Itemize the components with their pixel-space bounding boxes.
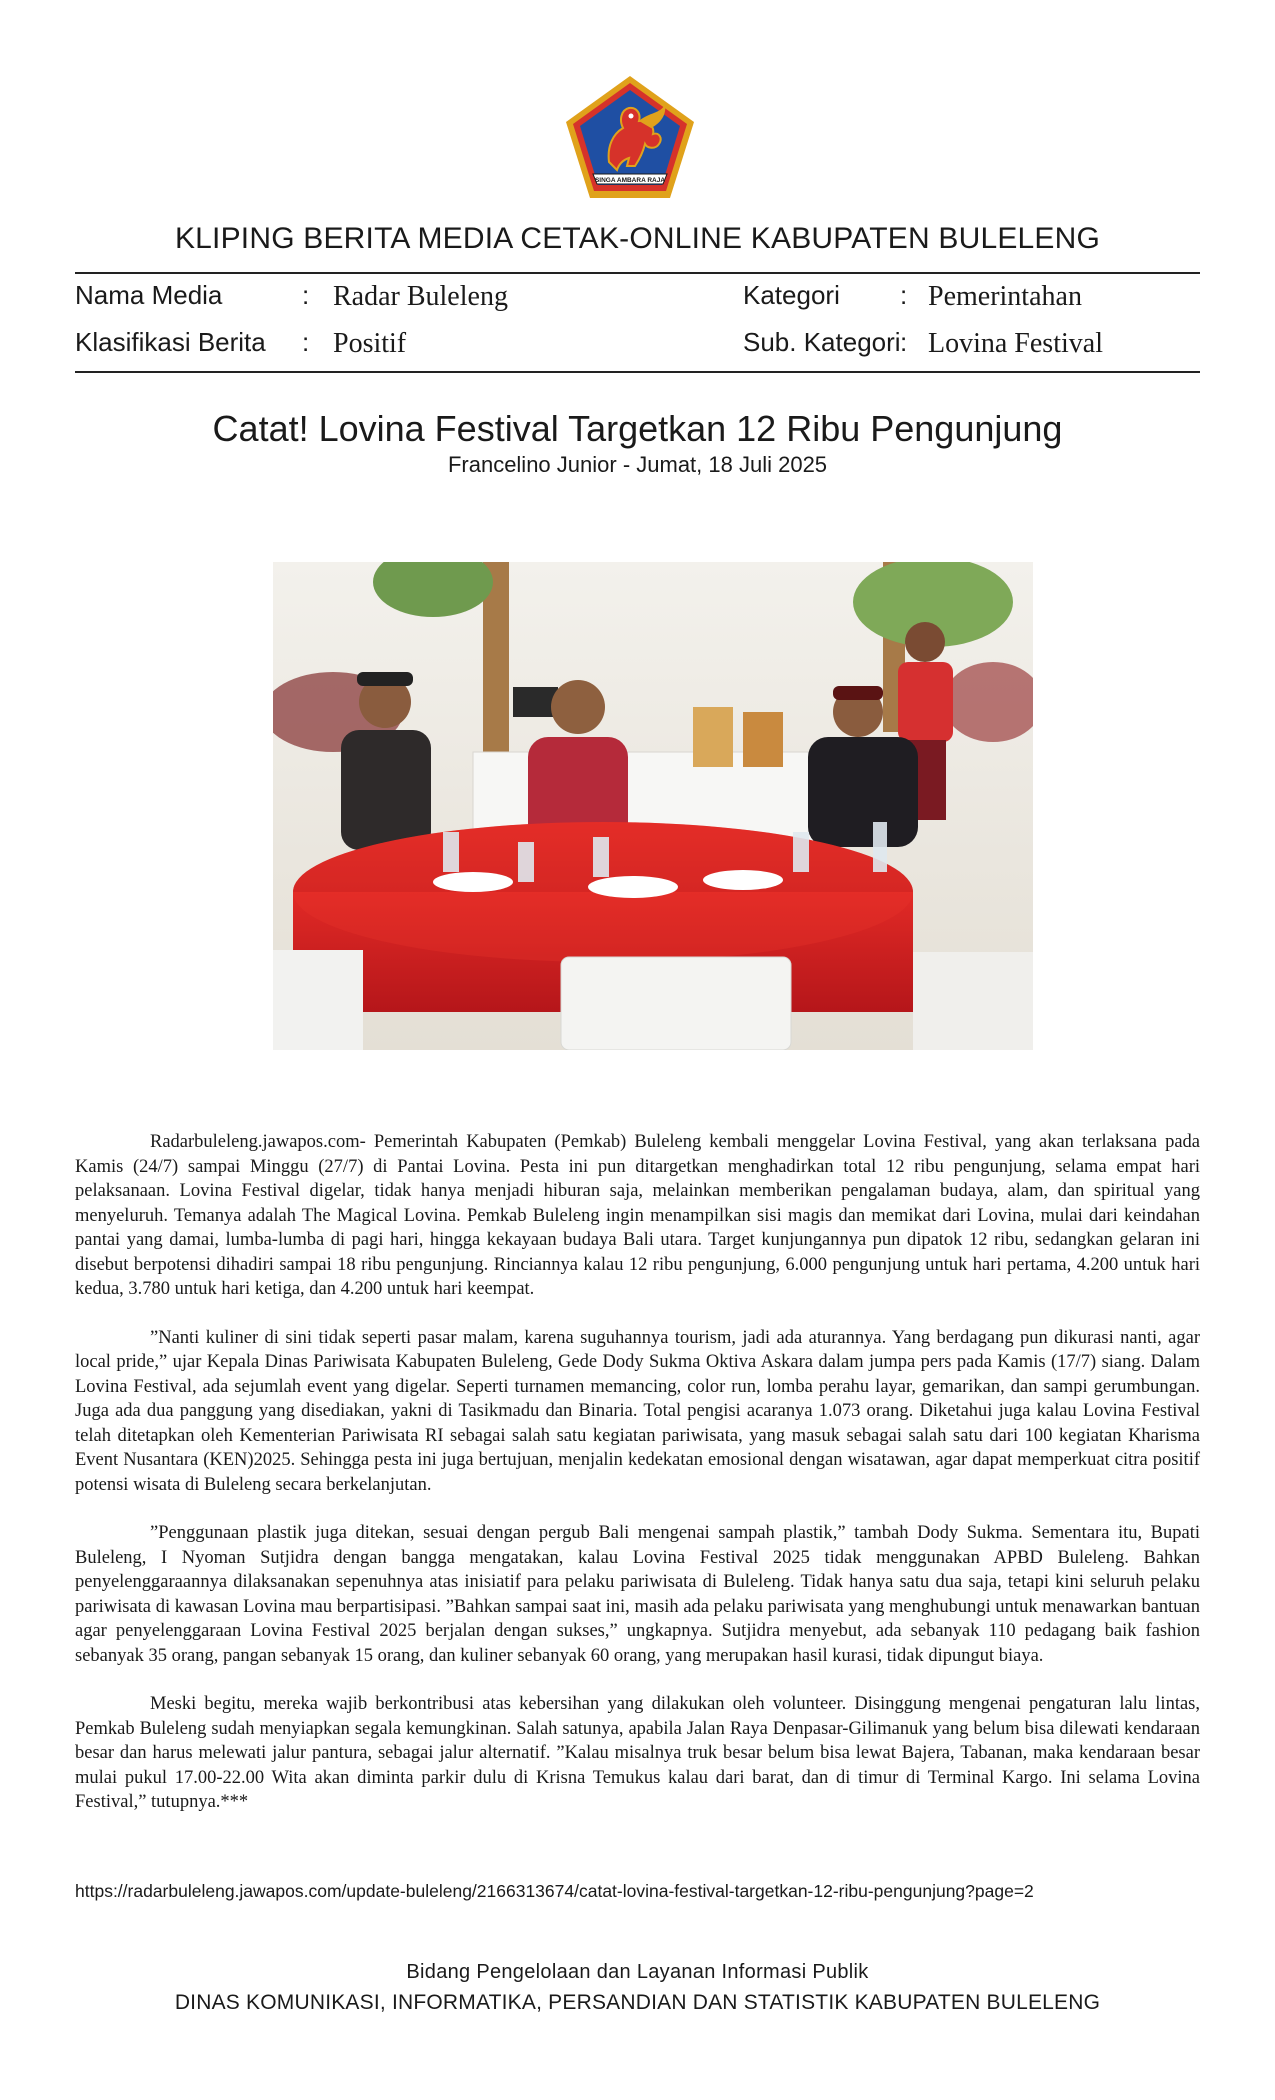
news-classification-colon: : (302, 327, 310, 357)
media-name-value: Radar Buleleng (333, 281, 508, 312)
article-byline: Francelino Junior - Jumat, 18 Juli 2025 (447, 452, 828, 477)
sub-category-value: Lovina Festival (928, 328, 1103, 359)
category-value: Pemerintahan (928, 281, 1082, 312)
news-classification-value: Positif (333, 328, 407, 359)
header-rule-top (75, 272, 1200, 274)
footer-agency: DINAS KOMUNIKASI, INFORMATIKA, PERSANDIAN DAN STATISTIK KABUPATEN BULELENG (174, 1991, 1101, 2014)
article-paragraph: ”Nanti kuliner di sini tidak seperti pasar malam, karena suguhannya tourism, jadi ada aturannya. Yang berdagang pun dikurasi nanti, agar local pride,” ujar Kepala Dinas Pariwisata Kabupaten Buleleng, Gede Dody Sukma Oktiva Askara dalam jumpa pers pada Kamis (17/7) siang. Dalam Lovina Festival, ada sejumlah event yang digelar. Seperti turnamen memancing, color run, lomba perahu layar, gemarikan, dan sampi gerumbungan. Juga ada dua panggung yang disediakan, yakni di Tasikmadu dan Binaria. Total pengisi acaranya 1.073 orang. Diketahui juga kalau Lovina Festival telah ditetapkan oleh Kementerian Pariwisata RI sebagai salah satu kegiatan pariwisata, yang masuk sebagai salah satu dari 100 kegiatan Kharisma Event Nusantara (KEN)2025. Sehingga pesta ini juga bertujuan, menjalin kedekatan emosional dengan wisatawan, agar dapat memperkuat citra positif potensi wisata di Buleleng secara berkelanjutan. (75, 1327, 1200, 1495)
article-photo (273, 562, 1033, 1050)
header-rule-bottom (75, 371, 1200, 373)
clipping-header-title: KLIPING BERITA MEDIA CETAK-ONLINE KABUPATEN BULELENG (174, 222, 1101, 255)
media-name-label: Nama Media (75, 280, 223, 310)
category-label: Kategori (743, 280, 840, 310)
article-title: Catat! Lovina Festival Targetkan 12 Ribu Pengunjung (212, 408, 1063, 449)
article-paragraph: Meski begitu, mereka wajib berkontribusi atas kebersihan yang dilakukan oleh volunteer. Disinggung mengenai pengaturan lalu lintas, Pemkab Buleleng sudah menyiapkan segala kemungkinan. Salah satunya, apabila Jalan Raya Denpasar-Gilimanuk yang belum bisa dilewati kendaraan besar dan harus melewati jalur pantura, sebagai jalur alternatif. ”Kalau misalnya truk besar belum bisa lewat Bajera, Tabanan, maka kendaraan besar mulai pukul 17.00-22.00 Wita akan diminta parkir dulu di Krisna Temukus kalau dari barat, dan di timur di Terminal Kargo. Ini selama Lovina Festival,” tutupnya.*** (75, 1694, 1200, 1812)
article-paragraph: Radarbuleleng.jawapos.com- Pemerintah Kabupaten (Pemkab) Buleleng kembali menggelar Lovina Festival, yang akan terlaksana pada Kamis (24/7) sampai Minggu (27/7) di Pantai Lovina. Pesta ini pun ditargetkan menghadirkan total 12 ribu pengunjung, selama empat hari pelaksanaan. Lovina Festival digelar, tidak hanya menjadi hiburan saja, melainkan memberikan pengalaman budaya, alam, dan spiritual yang menyeluruh. Temanya adalah The Magical Lovina. Pemkab Buleleng ingin menampilkan sisi magis dan memikat dari Lovina, mulai dari keindahan pantai yang damai, lumba-lumba di pagi hari, hingga kekayaan budaya Bali utara. Target kunjungannya pun dipatok 12 ribu, sedangkan gelaran ini disebut berpotensi dihadiri sampai 18 ribu pengunjung. Rinciannya kalau 12 ribu pengunjung, 6.000 pengunjung untuk hari pertama, 4.200 untuk hari kedua, 3.780 untuk hari ketiga, dan 4.200 untuk hari keempat. (75, 1132, 1200, 1299)
news-classification-label: Klasifikasi Berita (75, 327, 266, 357)
source-link[interactable]: https://radarbuleleng.jawapos.com/update-buleleng/2166313674/catat-lovina-festival-targetkan-12-ribu-pengunjung?page=2 (75, 1881, 1034, 1901)
media-name-colon: : (302, 280, 310, 310)
sub-category-colon: : (900, 327, 908, 357)
buleleng-crest-logo (563, 74, 697, 202)
crest-motto: SINGA AMBARA RAJA (594, 177, 666, 184)
sub-category-label: Sub. Kategori (743, 327, 901, 357)
article-body (75, 1130, 1200, 1839)
footer-division: Bidang Pengelolaan dan Layanan Informasi Publik (406, 1961, 869, 1983)
press-conference-photo (273, 562, 1033, 1050)
crest-emblem-icon (563, 74, 697, 202)
category-colon: : (900, 280, 908, 310)
article-paragraph: ”Penggunaan plastik juga ditekan, sesuai dengan pergub Bali mengenai sampah plastik,” tambah Dody Sukma. Sementara itu, Bupati Buleleng, I Nyoman Sutjidra dengan bangga mengatakan, kalau Lovina Festival 2025 tidak menggunakan APBD Buleleng. Bahkan penyelenggaraannya dilaksanakan sepenuhnya atas inisiatif para pelaku pariwisata di Buleleng. Tidak hanya satu dua saja, tetapi kini seluruh pelaku pariwisata di kawasan Lovina mau berpartisipasi. ”Bahkan sampai saat ini, masih ada pelaku pariwisata yang menghubungi untuk menawarkan bantuan agar penyelenggaraan Lovina Festival 2025 berjalan dengan sukses,” ungkapnya. Sutjidra menyebut, ada sebanyak 110 pedagang baik fashion sebanyak 35 orang, pangan sebanyak 15 orang, dan kuliner sebanyak 60 orang, yang merupakan hasil kurasi, tidak dipungut biaya. (75, 1523, 1200, 1666)
